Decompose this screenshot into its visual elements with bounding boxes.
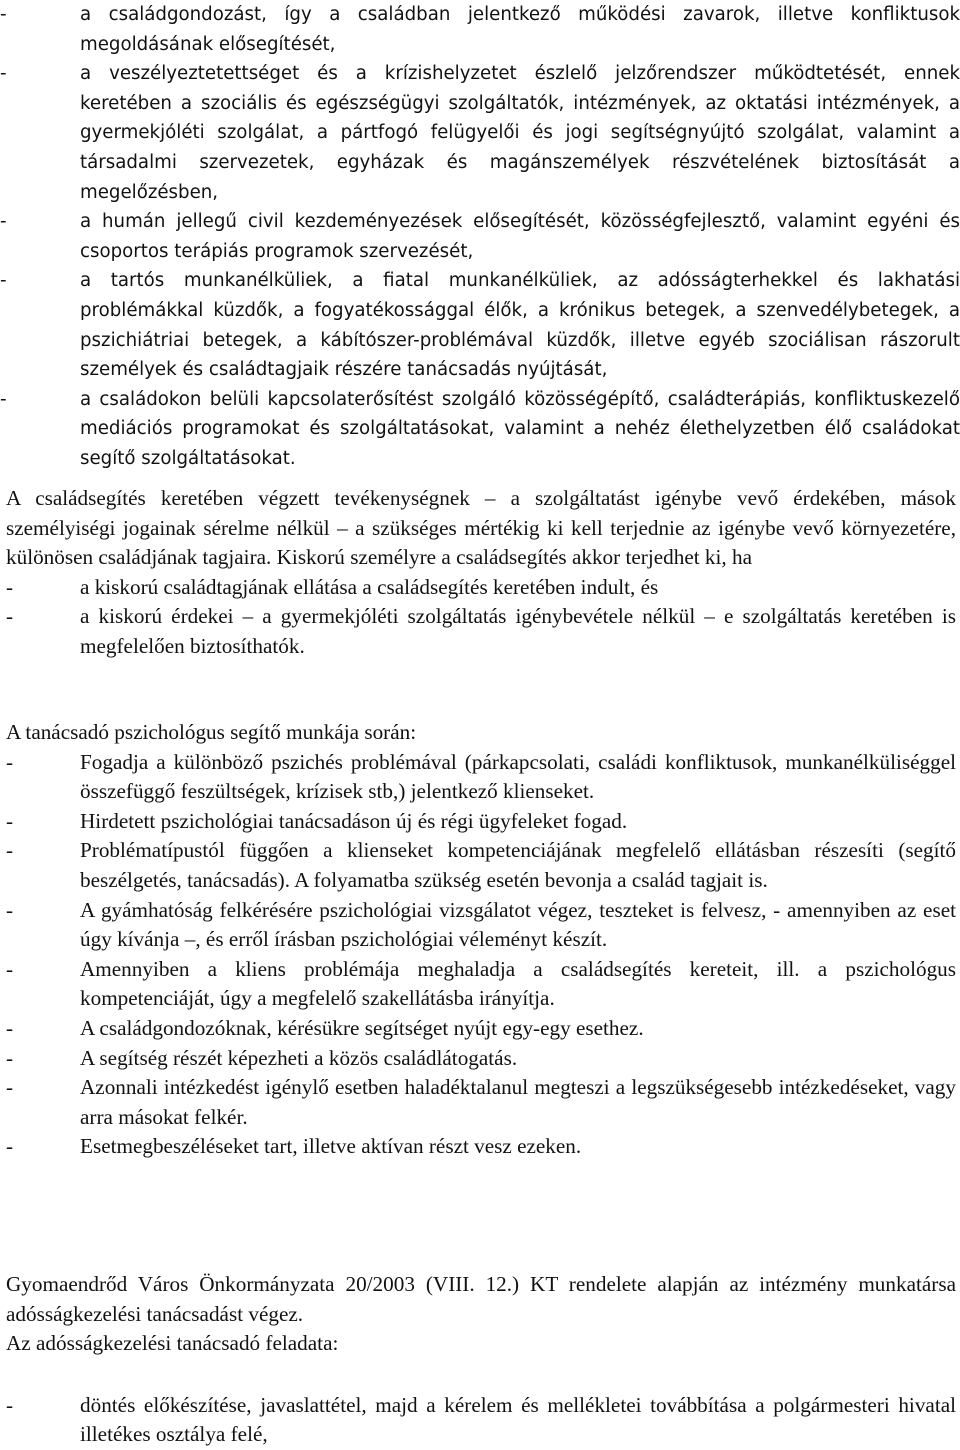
service-list xyxy=(0,0,960,474)
list-dash: - xyxy=(6,1075,14,1100)
list-item xyxy=(6,955,956,1014)
list-dash: - xyxy=(6,1045,14,1070)
list-dash: - xyxy=(6,604,14,629)
list-dash: - xyxy=(6,808,14,833)
list-item-text: Esetmegbeszéléseket tart, illetve aktívan részt vesz ezeken. xyxy=(80,1134,582,1159)
list-item-text: Problématípustól függően a klienseket kompetenciájának megfelelő ellátásban részesíti (segítő beszélgetés, tanácsadás). A folyamatba szükség esetén bevonja a család tagjait is. xyxy=(80,838,956,892)
list-item-text: a családokon belüli kapcsolaterősítést szolgáló közösségépítő, családterápiás, konfliktuskezelő mediációs programokat és szolgáltatásokat, valamint a nehéz élethelyzetben élő családokat segítő szolgáltatásokat. xyxy=(80,388,960,469)
family-support-section xyxy=(6,484,956,662)
list-item-text: Hirdetett pszichológiai tanácsadáson új és régi ügyfeleket fogad. xyxy=(80,808,628,833)
debt-management-heading: Az adósságkezelési tanácsadó feladata: xyxy=(6,1331,339,1356)
list-item-text: Azonnali intézkedést igénylő esetben haladéktalanul megteszi a legszükségesebb intézkedéseket, vagy arra másokat felkér. xyxy=(80,1075,956,1129)
debt-management-section xyxy=(6,1270,956,1450)
list-item xyxy=(6,1014,956,1044)
list-item-text: Amennyiben a kliens problémája meghaladja a családsegítés kereteit, ill. a pszichológus kompetenciáját, úgy a megfelelő szakellátásba irányítja. xyxy=(80,956,956,1011)
list-dash: - xyxy=(6,1134,14,1159)
list-item-text: A segítség részét képezheti a közös családlátogatás. xyxy=(80,1045,518,1070)
list-item-text: a kiskorú családtagjának ellátása a családsegítés keretében indult, és xyxy=(80,574,659,599)
list-dash: - xyxy=(0,270,7,292)
list-item xyxy=(6,573,956,603)
list-item xyxy=(0,0,960,59)
list-item-text: döntés előkészítése, javaslattétel, majd a kérelem és mellékletei továbbítása a polgármesteri hivatal illetékes osztálya felé, xyxy=(80,1392,956,1447)
debt-management-paragraph: Gyomaendrőd Város Önkormányzata 20/2003 (VIII. 12.) KT rendelete alapján az intézmény munkatársa adósságkezelési tanácsadást végez. xyxy=(6,1272,956,1326)
list-dash: - xyxy=(0,388,7,410)
list-item xyxy=(6,807,956,837)
list-dash: - xyxy=(6,574,14,599)
list-item xyxy=(6,1073,956,1132)
psychologist-heading: A tanácsadó pszichológus segítő munkája során: xyxy=(6,720,417,744)
list-item-text: a családgondozást, így a családban jelentkező működési zavarok, illetve konfliktusok megoldásának elősegítését, xyxy=(80,4,960,55)
list-dash: - xyxy=(0,63,7,85)
list-item xyxy=(0,207,960,266)
list-item xyxy=(6,748,956,807)
list-dash: - xyxy=(6,1015,14,1040)
list-item xyxy=(0,385,960,474)
list-item-text: A családgondozóknak, kérésükre segítséget nyújt egy-egy esethez. xyxy=(80,1015,644,1040)
list-item-text: A gyámhatóság felkérésére pszichológiai vizsgálatot végez, teszteket is felvesz, - amennyiben az eset úgy kívánja –, és erről írásban pszichológiai véleményt készít. xyxy=(80,897,956,952)
list-dash: - xyxy=(6,749,14,774)
list-item xyxy=(6,1044,956,1074)
list-item-text: a veszélyeztetettséget és a krízishelyzetet észlelő jelzőrendszer működtetését, ennek keretében a szociális és egészségügyi szolgáltatók, intézmények, az oktatási intézmények, a gyermekjóléti szolgálat, a pártfogó felügyelői és jogi segítségnyújtó szolgálat, valamint a társadalmi szervezetek, egyházak és magánszemélyek részvételének biztosítását a megelőzésben, xyxy=(80,63,960,203)
list-item-text: a humán jellegű civil kezdeményezések elősegítését, közösségfejlesztő, valamint egyéni és csoportos terápiás programok szervezését, xyxy=(80,211,960,262)
list-item xyxy=(0,59,960,207)
list-dash: - xyxy=(0,211,7,233)
list-dash: - xyxy=(6,1392,14,1417)
family-support-paragraph: A családsegítés keretében végzett tevékenységnek – a szolgáltatást igénybe vevő érdekében, mások személyiségi jogainak sérelme nélkül – a szükséges mértékig ki kell terjednie az igénybe vevő környezetére, különösen családjának tagjaira. Kiskorú személyre a családsegítés akkor terjedhet ki, ha xyxy=(6,486,956,570)
list-item xyxy=(6,836,956,895)
list-item xyxy=(6,896,956,955)
list-dash: - xyxy=(6,838,14,863)
psychologist-section xyxy=(6,718,956,1162)
list-dash: - xyxy=(0,4,7,25)
list-item-text: a kiskorú érdekei – a gyermekjóléti szolgáltatás igénybevétele nélkül – e szolgáltatás keretében is megfelelően biztosíthatók. xyxy=(80,604,956,658)
list-item xyxy=(6,602,956,661)
list-item xyxy=(6,1391,956,1450)
list-item-text: a tartós munkanélküliek, a fiatal munkanélküliek, az adósságterhekkel és lakhatási problémákkal küzdők, a fogyatékossággal élők, a krónikus betegek, a szenvedélybetegek, a pszichiátriai betegek, a kábítószer-problémával küzdők, illetve egyéb szociálisan rászorult személyek és családtagjaik részére tanácsadás nyújtását, xyxy=(80,270,960,381)
list-dash: - xyxy=(6,956,14,981)
list-dash: - xyxy=(6,897,14,922)
list-item xyxy=(6,1132,956,1162)
list-item-text: Fogadja a különböző pszichés problémával (párkapcsolati, családi konfliktusok, munkanélküliséggel összefüggő feszültségek, krízisek stb,) jelentkező klienseket. xyxy=(80,749,956,804)
list-item xyxy=(0,266,960,384)
